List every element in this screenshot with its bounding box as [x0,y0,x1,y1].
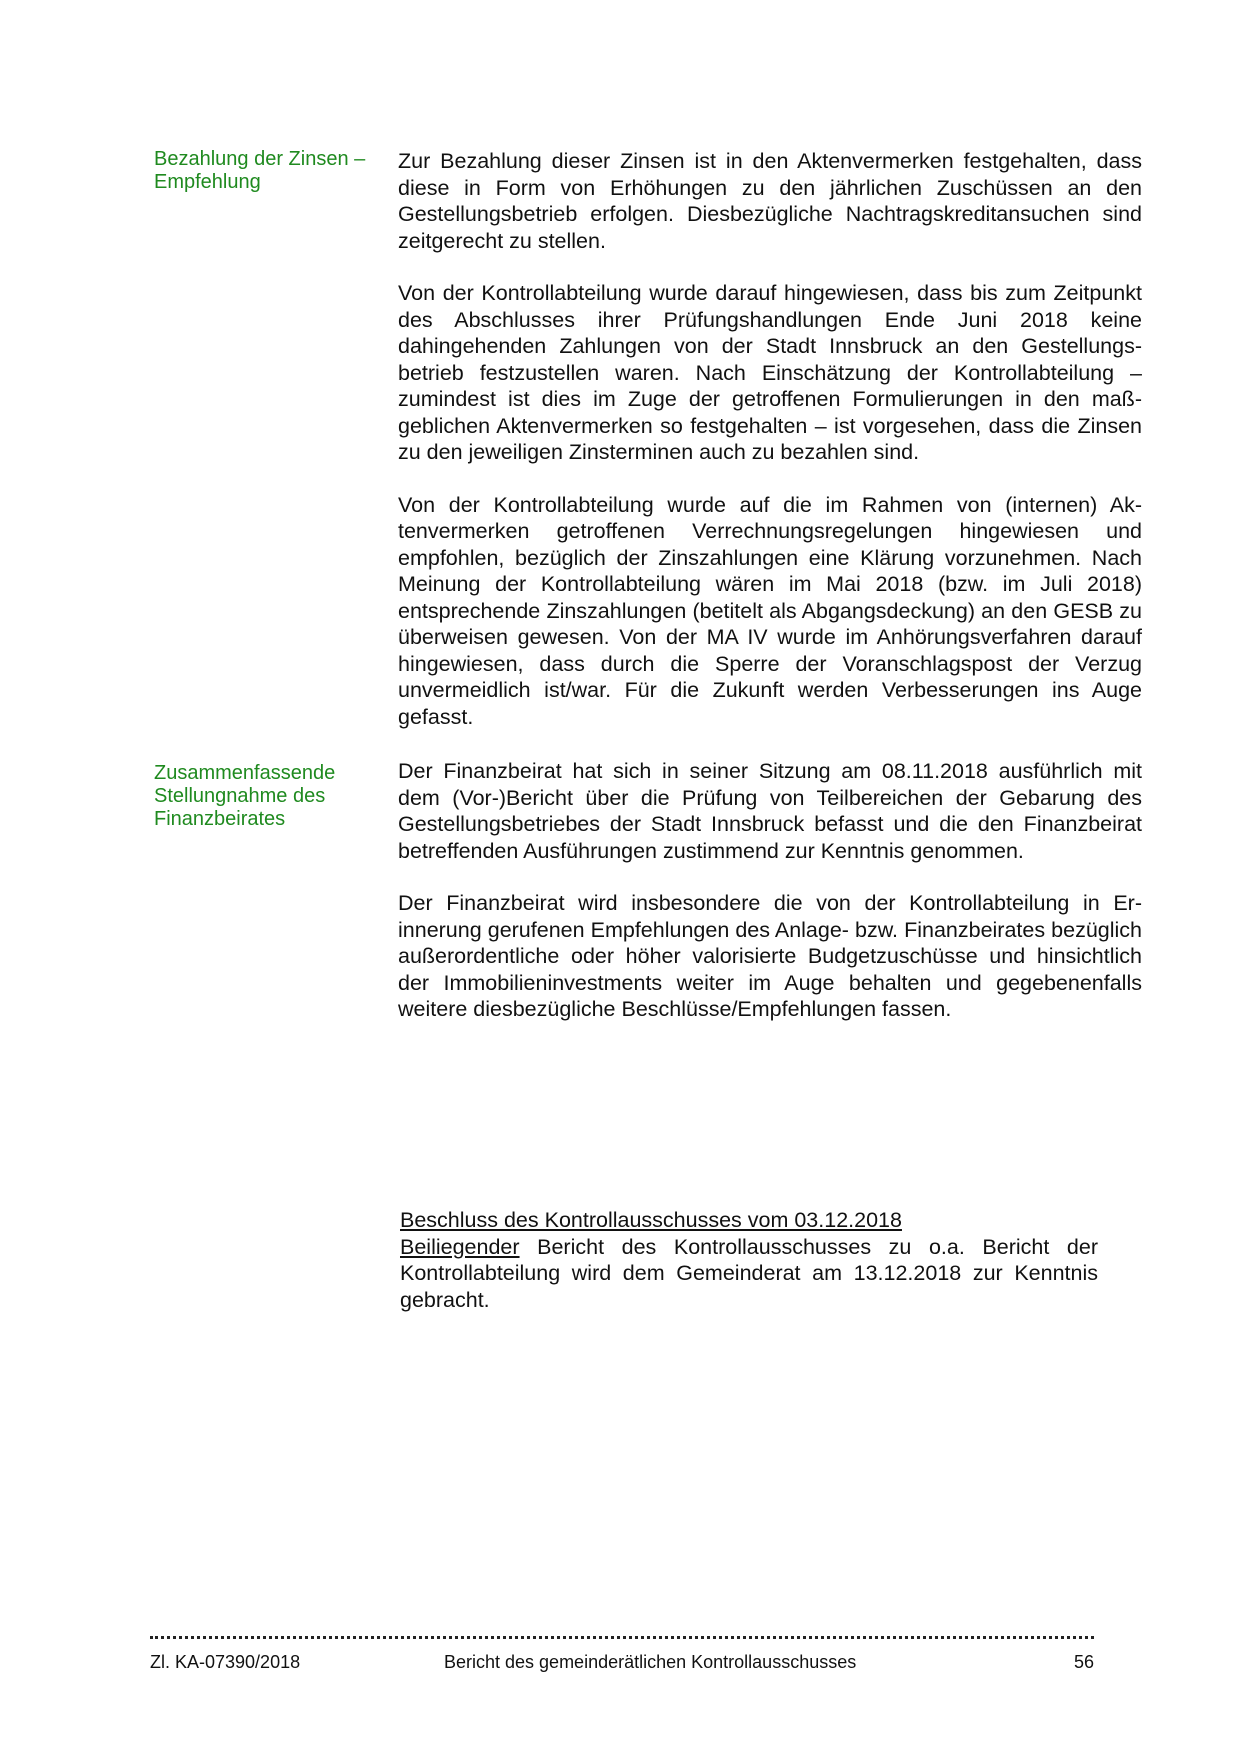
committee-decision [400,1207,1098,1313]
section-body [398,758,1142,1049]
paragraph: Von der Kontrollabteilung wurde darauf hingewiesen, dass bis zum Zeitpunkt des Abschlusses ihrer Prüfungshandlungen Ende Juni 2018 keine dahingehenden Zahlungen von der Stadt Innsbruck an den Gestellungsbetrieb festzustellen waren. Nach Einschätzung der Kontrollabteilung – zumindest ist dies im Zuge der getroffenen Formulierungen in den maßgeblichen Aktenvermerken so festgehalten – ist vorgesehen, dass die Zinsen zu den jeweiligen Zinsterminen auch zu bezahlen sind. [398,281,1142,464]
report-title: Bericht des gemeinderätlichen Kontrollausschusses [444,1652,857,1672]
section-body [398,148,1142,756]
decision-text: Bericht des Kontrollausschusses zu o.a. Bericht der Kontrollabteilung wird dem Gemeinderat am 13.12.2018 zur Kenntnis gebracht. [400,1234,1098,1312]
footer-divider [150,1636,1094,1639]
paragraph: Der Finanzbeirat hat sich in seiner Sitzung am 08.11.2018 ausführlich mit dem (Vor-)Bericht über die Prüfung von Teilbereichen der Gebarung des Gestellungsbetriebes der Stadt Innsbruck befasst und die den Finanzbeirat betreffenden Ausführungen zustimmend zur Kenntnis genommen. [398,759,1142,863]
paragraph: Zur Bezahlung dieser Zinsen ist in den Aktenvermerken festgehalten, dass diese in Form von Erhöhungen zu den jährlichen Zuschüssen an den Gestellungsbetrieb erfolgen. Diesbezügliche Nachtragskreditansuchen sind zeitgerecht zu stellen. [398,149,1142,253]
decision-title: Beschluss des Kontrollausschusses vom 03.12.2018 [400,1208,902,1232]
page-footer [150,1652,1094,1676]
paragraph: Von der Kontrollabteilung wurde auf die im Rahmen von (internen) Aktenvermerken getroffenen Verrechnungsregelungen hingewiesen und empfohlen, bezüglich der Zinszahlungen eine Klärung vorzunehmen. Nach Meinung der Kontrollabteilung wären im Mai 2018 (bzw. im Juli 2018) entsprechende Zinszahlungen (betitelt als Abgangsdeckung) an den GESB zu überweisen gewesen. Von der MA IV wurde im Anhörungsverfahren darauf hingewiesen, dass durch die Sperre der Voranschlagspost der Verzug unvermeidlich ist/war. Für die Zukunft werden Verbesserungen ins Auge gefasst. [398,492,1142,729]
decision-lead: Beiliegender [400,1234,520,1259]
paragraph: Der Finanzbeirat wird insbesondere die von der Kontrollabteilung in Erinnerung gerufenen Empfehlungen des Anlage- bzw. Finanzbeirates bezüglich außerordentliche oder höher valorisierte Budgetzuschüsse und hinsichtlich der Immobilieninvestments weiter im Auge behalten und gegebenenfalls weitere diesbezügliche Beschlüsse/Empfehlungen fassen. [398,891,1142,1021]
margin-note-finance-board: Zusammenfassende Stellungnahme des Finanzbeirates [154,762,336,830]
document-reference: Zl. KA-07390/2018 [150,1652,301,1672]
page-number: 56 [1073,1652,1094,1672]
margin-note-interest-payment: Bezahlung der Zinsen – Empfehlung [154,148,366,193]
